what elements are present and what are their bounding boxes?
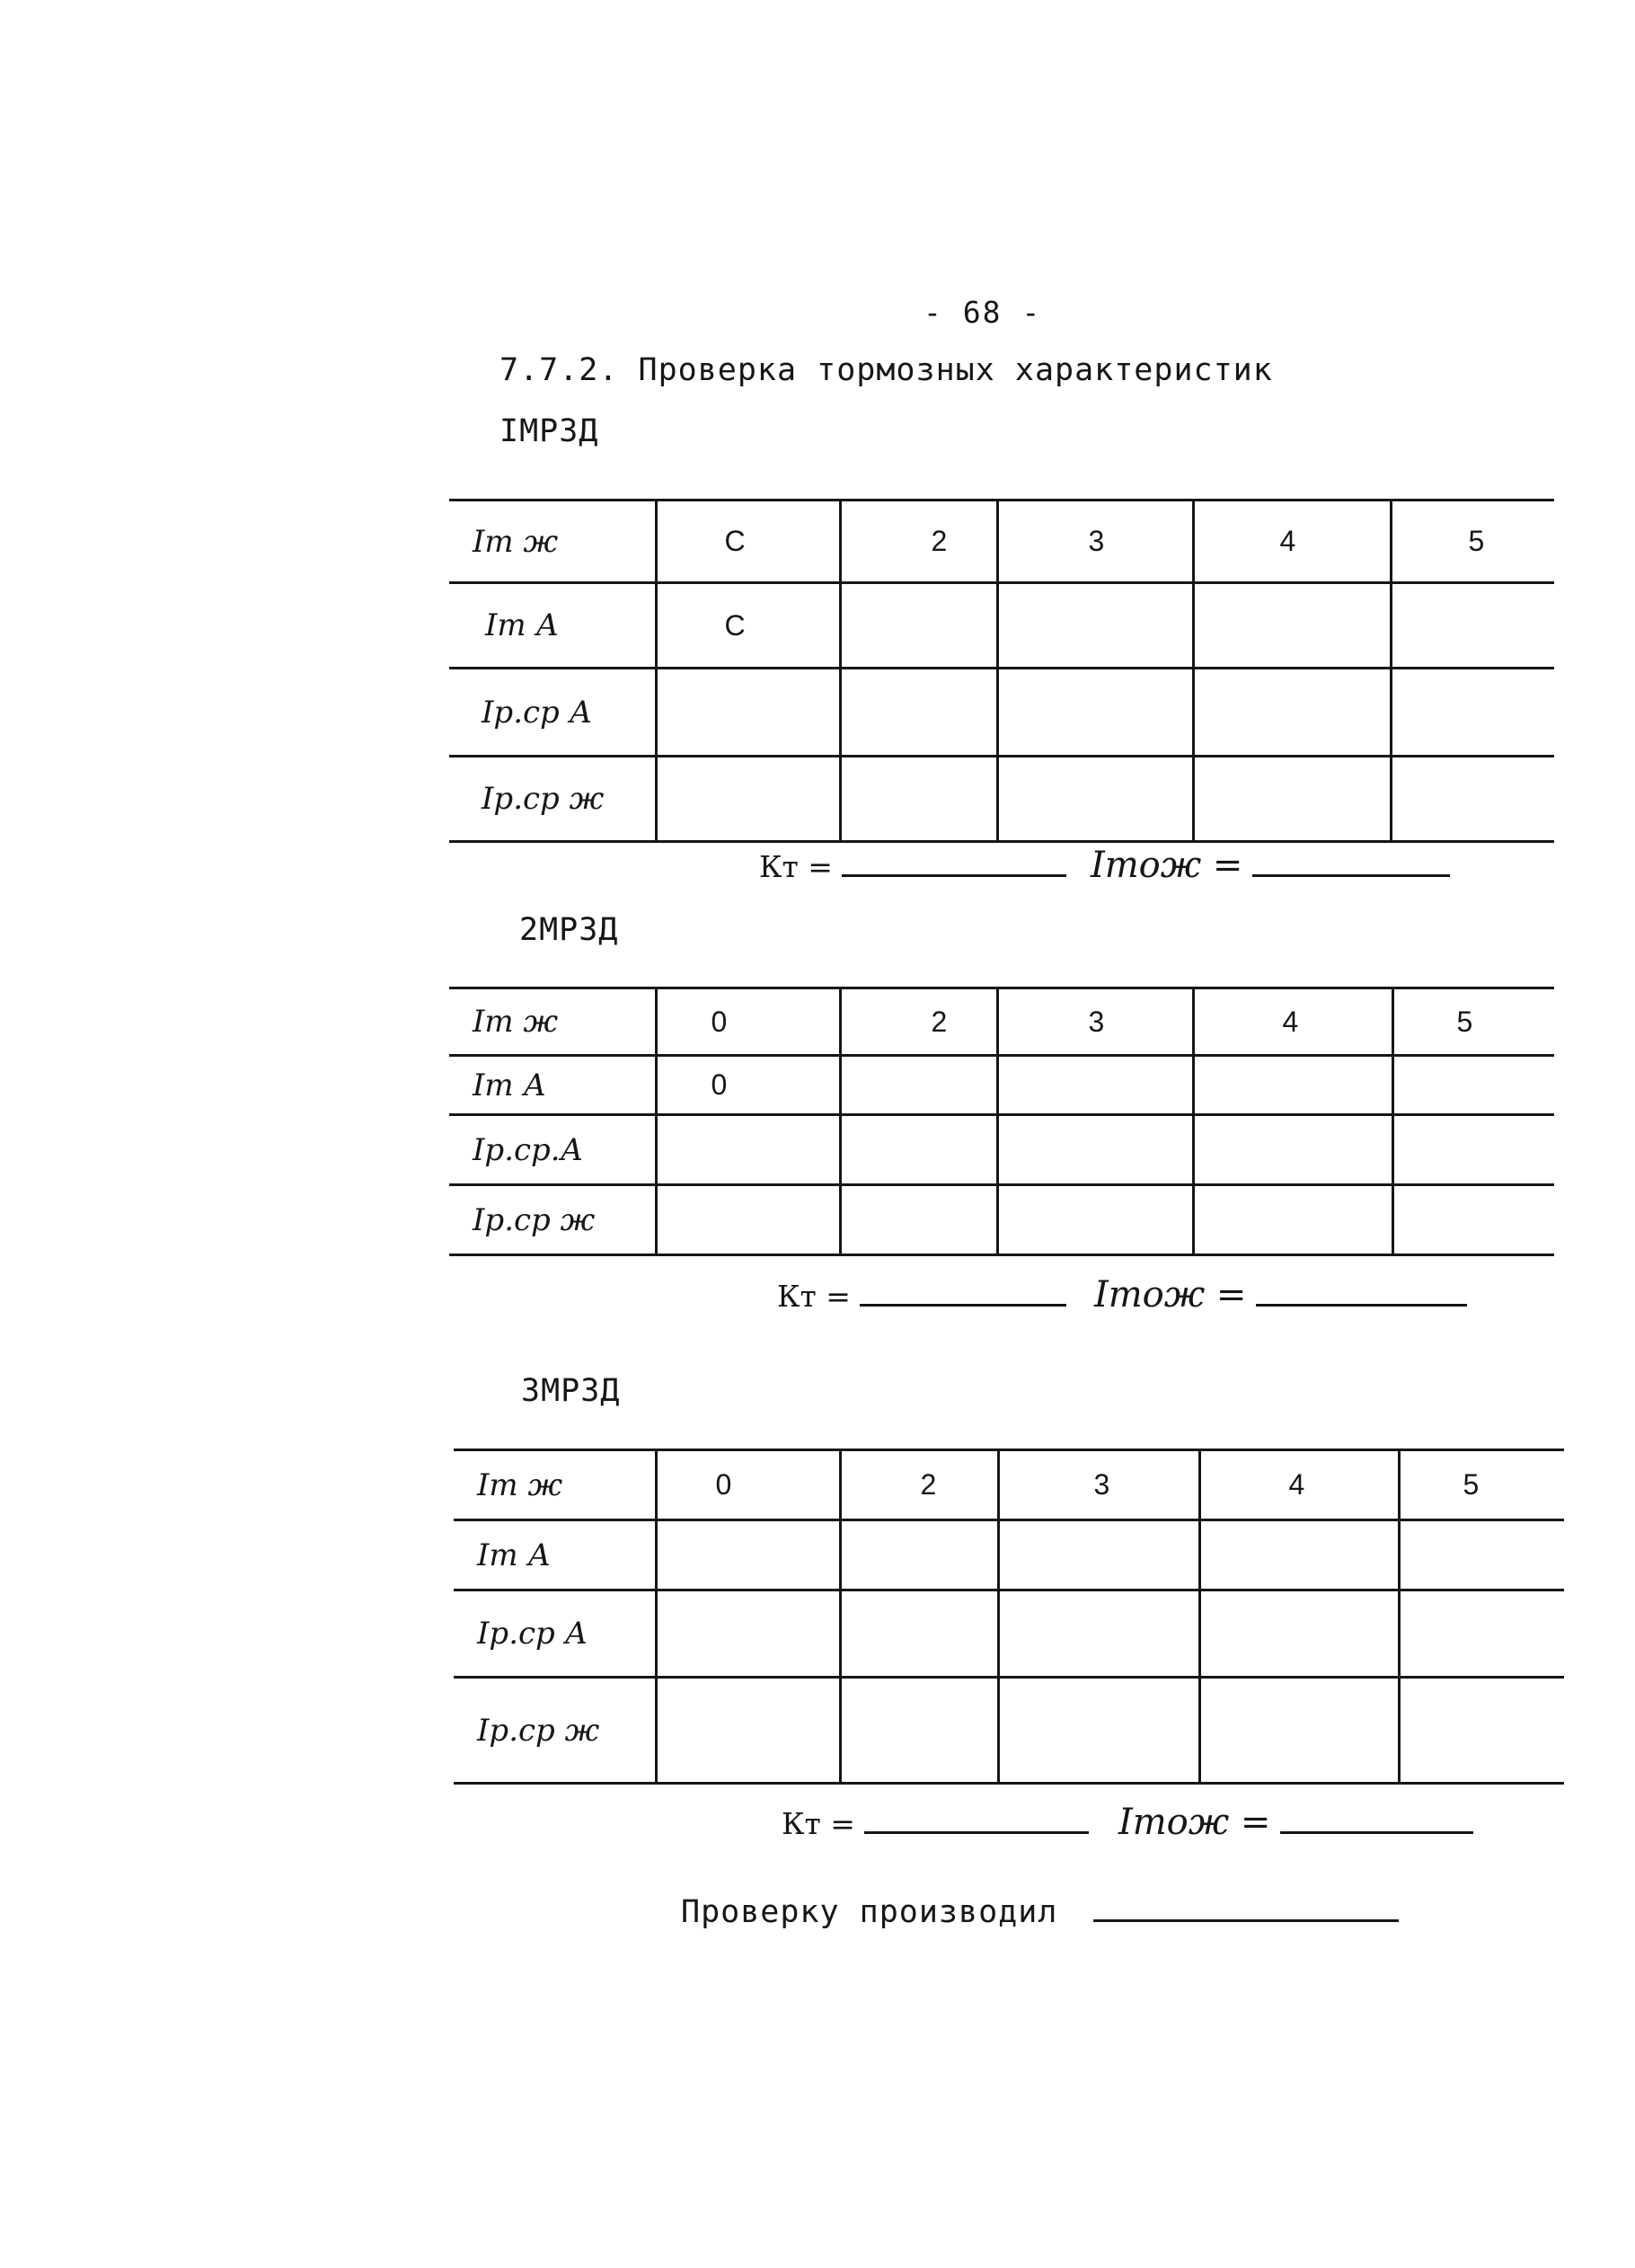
value-cell[interactable] xyxy=(1391,583,1554,669)
itoz-label: Iтож = xyxy=(1090,845,1243,886)
braking-table-3 xyxy=(454,1449,1564,1785)
value-cell[interactable] xyxy=(1199,1520,1399,1590)
header-cell: С xyxy=(656,501,840,583)
value-cell[interactable] xyxy=(997,583,1193,669)
table-row xyxy=(454,1678,1564,1784)
kt-label: Кт = xyxy=(759,849,833,884)
value-cell[interactable]: 0 xyxy=(656,1056,840,1115)
header-cell: 5 xyxy=(1391,501,1554,583)
row-label: Iр.ср.А xyxy=(449,1115,656,1185)
header-cell: 3 xyxy=(997,988,1193,1056)
value-cell[interactable] xyxy=(1399,1520,1564,1590)
section-title: 7.7.2. Проверка тормозных характеристик xyxy=(499,352,1273,388)
block-label-1: IМРЗД xyxy=(499,413,599,449)
value-cell[interactable] xyxy=(1193,757,1391,842)
value-cell[interactable] xyxy=(1193,669,1391,757)
value-cell[interactable] xyxy=(998,1678,1199,1784)
value-cell[interactable] xyxy=(840,1115,997,1185)
table-row xyxy=(449,1115,1554,1185)
table-header-row xyxy=(454,1450,1564,1520)
braking-table-1 xyxy=(449,499,1554,843)
value-cell[interactable] xyxy=(1391,669,1554,757)
value-cell[interactable] xyxy=(1193,1056,1392,1115)
row-label: Iр.ср ж xyxy=(449,757,656,842)
value-cell[interactable] xyxy=(997,1056,1193,1115)
value-cell[interactable]: С xyxy=(656,583,840,669)
value-cell[interactable] xyxy=(1399,1678,1564,1784)
signature-line xyxy=(681,1894,1399,1930)
formula-line-2 xyxy=(777,1274,1467,1316)
header-cell: 2 xyxy=(840,501,997,583)
value-cell[interactable] xyxy=(840,1678,998,1784)
value-cell[interactable] xyxy=(840,1520,998,1590)
value-cell[interactable] xyxy=(1193,1115,1392,1185)
value-cell[interactable] xyxy=(997,669,1193,757)
kt-blank[interactable] xyxy=(864,1824,1089,1834)
itoz-blank[interactable] xyxy=(1256,1297,1467,1307)
signature-blank[interactable] xyxy=(1093,1912,1399,1922)
header-cell: 2 xyxy=(840,988,997,1056)
table-row xyxy=(449,583,1554,669)
itoz-blank[interactable] xyxy=(1252,867,1450,877)
value-cell[interactable] xyxy=(1392,1115,1554,1185)
value-cell[interactable] xyxy=(1392,1056,1554,1115)
braking-table-2 xyxy=(449,987,1554,1256)
table-row xyxy=(449,757,1554,842)
value-cell[interactable] xyxy=(997,757,1193,842)
table-row xyxy=(449,1056,1554,1115)
page-number: - 68 - xyxy=(924,295,1042,330)
signature-label: Проверку производил xyxy=(681,1894,1058,1930)
kt-blank[interactable] xyxy=(842,867,1066,877)
header-cell: 4 xyxy=(1193,501,1391,583)
kt-label: Кт = xyxy=(782,1806,855,1841)
row-label: Iт А xyxy=(454,1520,656,1590)
value-cell[interactable] xyxy=(840,1056,997,1115)
formula-line-3 xyxy=(782,1802,1473,1843)
value-cell[interactable] xyxy=(1193,1185,1392,1255)
value-cell[interactable] xyxy=(1392,1185,1554,1255)
value-cell[interactable] xyxy=(656,1115,840,1185)
value-cell[interactable] xyxy=(656,1590,840,1678)
value-cell[interactable] xyxy=(1399,1590,1564,1678)
table-row xyxy=(454,1590,1564,1678)
value-cell[interactable] xyxy=(1193,583,1391,669)
value-cell[interactable] xyxy=(997,1185,1193,1255)
row-label: Iр.ср ж xyxy=(449,1185,656,1255)
kt-blank[interactable] xyxy=(860,1297,1066,1307)
header-cell: 3 xyxy=(998,1450,1199,1520)
header-cell: 3 xyxy=(997,501,1193,583)
formula-line-1 xyxy=(759,845,1450,886)
value-cell[interactable] xyxy=(840,757,997,842)
header-cell: 2 xyxy=(840,1450,998,1520)
row-label: Iт ж xyxy=(454,1450,656,1520)
value-cell[interactable] xyxy=(840,583,997,669)
row-label: Iр.ср А xyxy=(454,1590,656,1678)
row-label: Iт А xyxy=(449,583,656,669)
row-label: Iр.ср ж xyxy=(454,1678,656,1784)
value-cell[interactable] xyxy=(656,1520,840,1590)
kt-label: Кт = xyxy=(777,1279,851,1314)
table-row xyxy=(449,1185,1554,1255)
row-label: Iр.ср А xyxy=(449,669,656,757)
header-cell: 5 xyxy=(1399,1450,1564,1520)
header-cell: 4 xyxy=(1193,988,1392,1056)
block-label-2: 2МРЗД xyxy=(519,912,619,948)
table-row xyxy=(454,1520,1564,1590)
table-header-row xyxy=(449,501,1554,583)
itoz-label: Iтож = xyxy=(1118,1802,1271,1843)
header-cell: 0 xyxy=(656,988,840,1056)
header-cell: 4 xyxy=(1199,1450,1399,1520)
value-cell[interactable] xyxy=(998,1590,1199,1678)
value-cell[interactable] xyxy=(840,1185,997,1255)
table-header-row xyxy=(449,988,1554,1056)
row-label: Iт ж xyxy=(449,501,656,583)
header-cell: 0 xyxy=(656,1450,840,1520)
table-row xyxy=(449,669,1554,757)
value-cell[interactable] xyxy=(1199,1678,1399,1784)
value-cell[interactable] xyxy=(840,1590,998,1678)
header-cell: 5 xyxy=(1392,988,1554,1056)
itoz-blank[interactable] xyxy=(1280,1824,1473,1834)
value-cell[interactable] xyxy=(656,757,840,842)
value-cell[interactable] xyxy=(840,669,997,757)
value-cell[interactable] xyxy=(998,1520,1199,1590)
row-label: Iт А xyxy=(449,1056,656,1115)
value-cell[interactable] xyxy=(997,1115,1193,1185)
value-cell[interactable] xyxy=(1391,757,1554,842)
value-cell[interactable] xyxy=(656,1678,840,1784)
row-label: Iт ж xyxy=(449,988,656,1056)
value-cell[interactable] xyxy=(1199,1590,1399,1678)
block-label-3: 3МРЗД xyxy=(521,1373,621,1409)
value-cell[interactable] xyxy=(656,669,840,757)
value-cell[interactable] xyxy=(656,1185,840,1255)
itoz-label: Iтож = xyxy=(1093,1274,1247,1316)
